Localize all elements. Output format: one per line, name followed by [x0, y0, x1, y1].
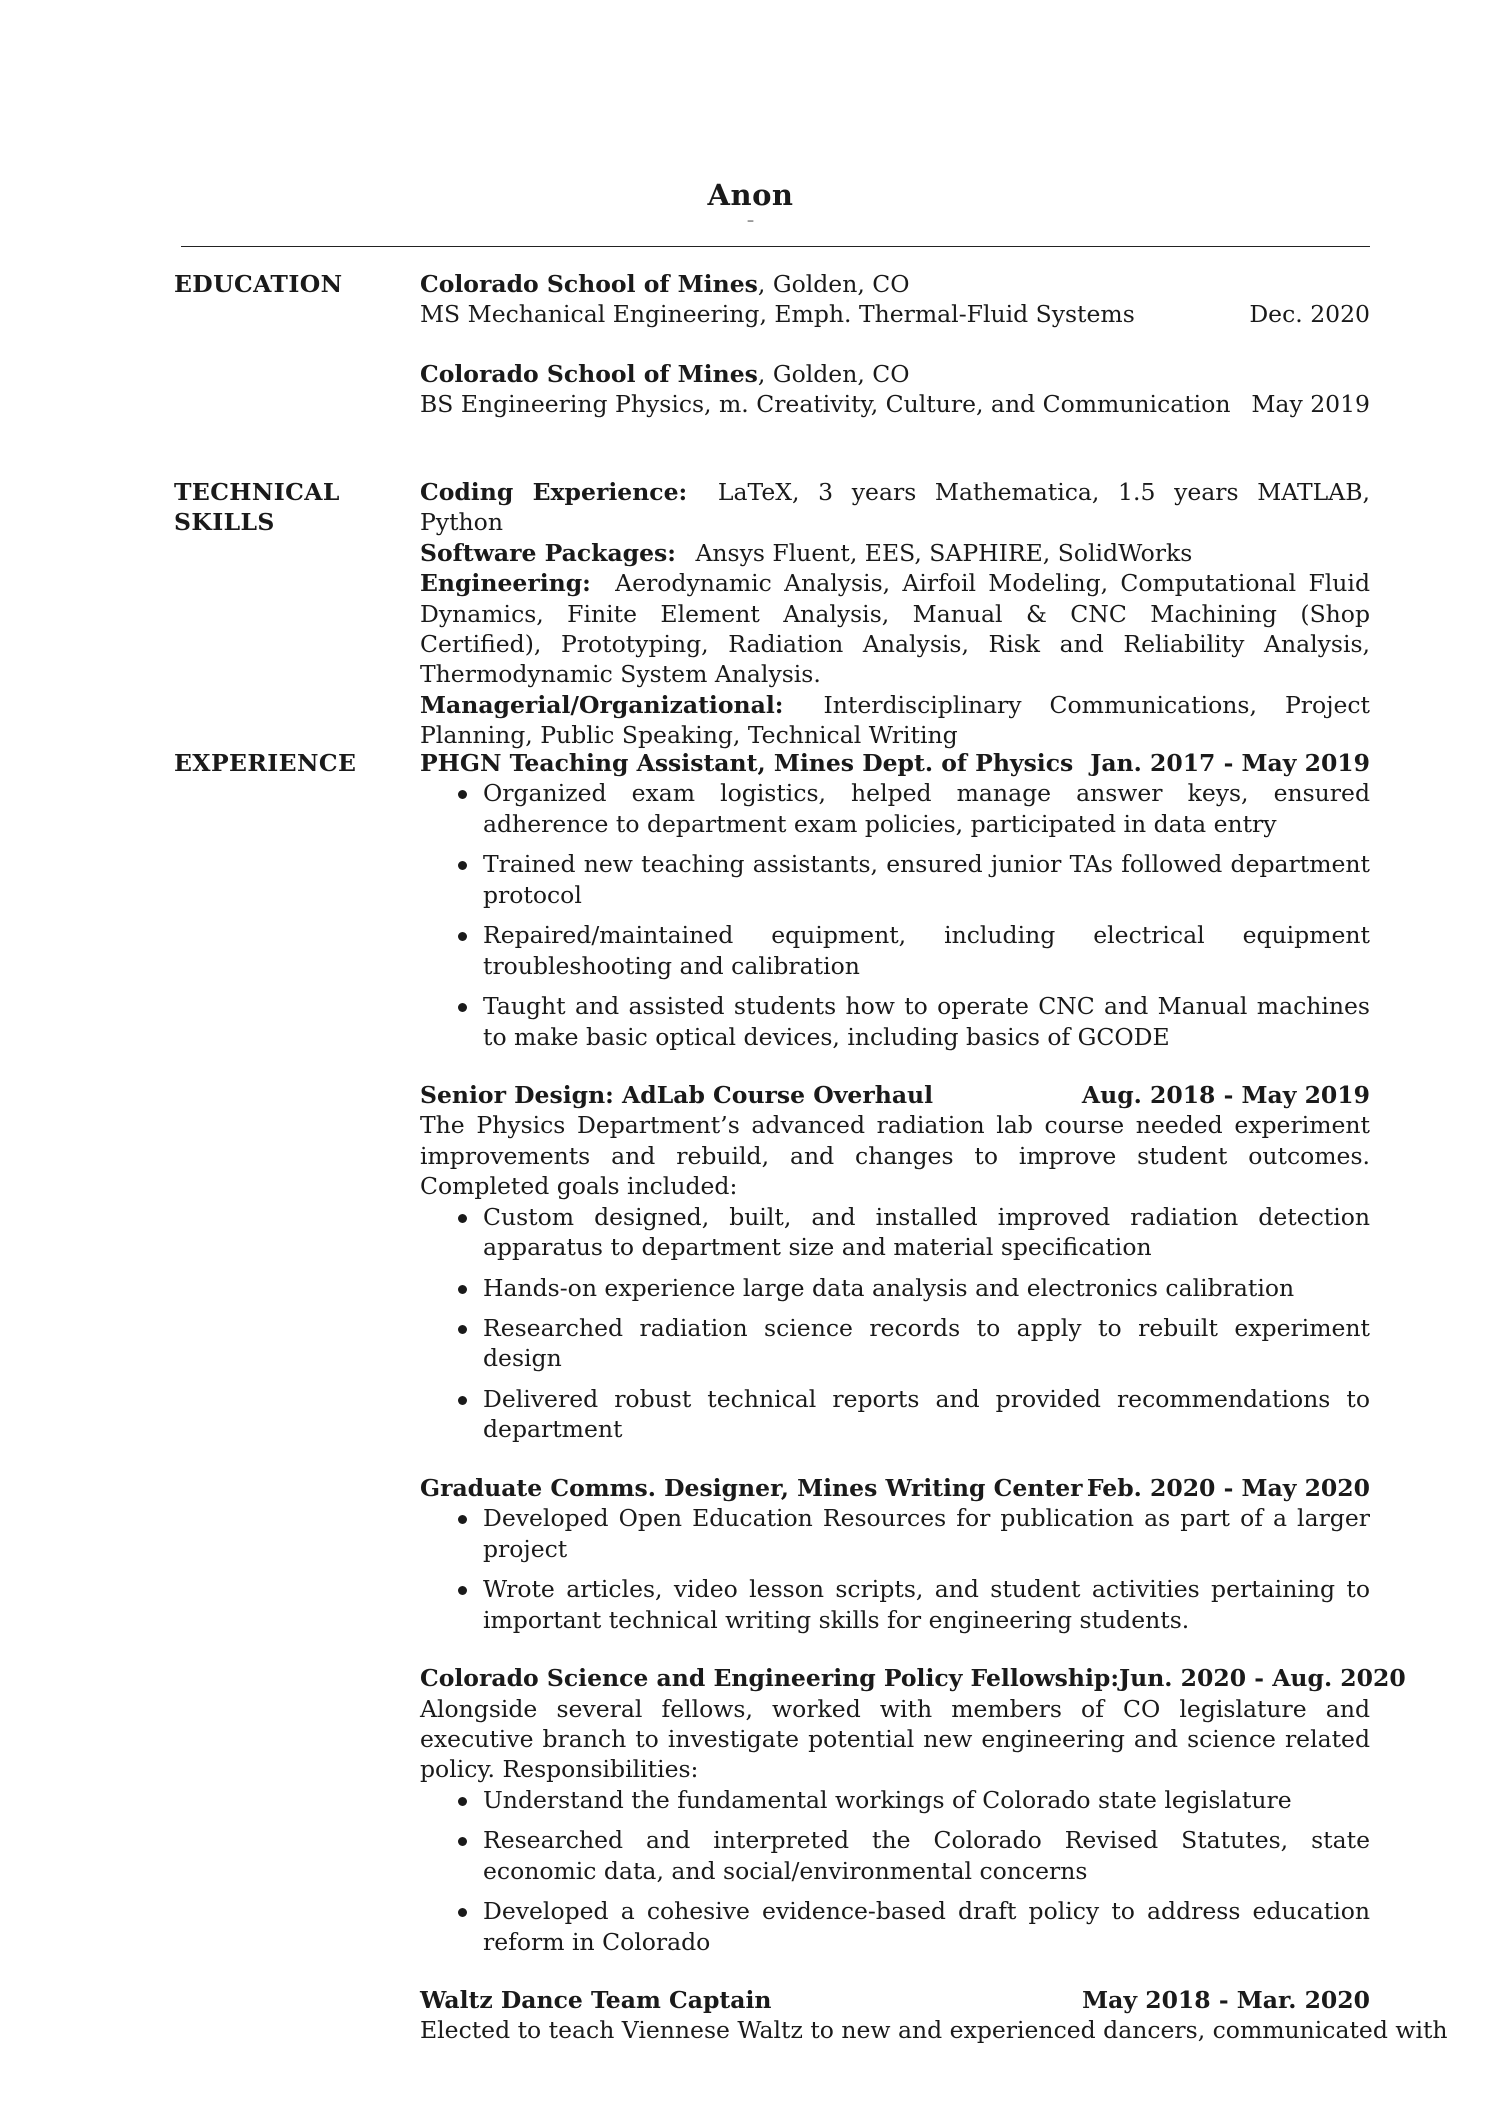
job-title: Graduate Comms. Designer, Mines Writing Center: [420, 1473, 1083, 1502]
job-date: Feb. 2020 - May 2020: [1086, 1473, 1370, 1502]
skill-label: Managerial/Organizational:: [420, 690, 784, 719]
bullet-text: Organized exam logistics, helped manage answer keys, ensured adherence to department exam policies, participated in data entry: [483, 779, 1370, 838]
list-item: [420, 1825, 1370, 1886]
list-item: [420, 1202, 1370, 1263]
skill-text: LaTeX, 3 years Mathematica, 1.5 years MATLAB, Python: [420, 478, 1370, 537]
experience-entry: [420, 1985, 1448, 2046]
skill-entry: [420, 568, 1370, 690]
list-item: [420, 1785, 1370, 1815]
bullet-text: Developed Open Education Resources for publication as part of a larger project: [483, 1504, 1370, 1563]
skill-entry: [420, 477, 1370, 538]
bullet-icon: [458, 1797, 467, 1806]
list-item: [420, 849, 1370, 910]
skill-text: Ansys Fluent, EES, SAPHIRE, SolidWorks: [695, 538, 1193, 567]
school-location: , Golden, CO: [757, 270, 910, 298]
bullet-icon: [458, 790, 467, 799]
bullet-list: [420, 1785, 1370, 1957]
job-date: May 2018 - Mar. 2020: [1082, 1986, 1370, 2015]
list-item: [420, 1503, 1370, 1564]
list-item: [420, 1896, 1370, 1957]
bullet-icon: [458, 932, 467, 941]
job-description: Elected to teach Viennese Waltz to new and experienced dancers, communicated with: [420, 2016, 1448, 2045]
degree: BS Engineering Physics, m. Creativity, Culture, and Communication: [420, 390, 1231, 419]
bullet-text: Trained new teaching assistants, ensured junior TAs followed department protocol: [483, 850, 1370, 909]
bullet-list: [420, 1202, 1370, 1445]
experience-entry: [420, 1473, 1370, 1635]
bullet-text: Repaired/maintained equipment, including electrical equipment troubleshooting and calibration: [483, 921, 1370, 980]
school-line: [420, 269, 910, 299]
section-heading-technical-skills: [174, 477, 394, 538]
bullet-text: Understand the fundamental workings of Colorado state legislature: [483, 1785, 1292, 1814]
section-heading-education: EDUCATION: [174, 270, 343, 298]
skill-label: Coding Experience:: [420, 478, 688, 506]
skills-block: [420, 477, 1370, 751]
degree: MS Mechanical Engineering, Emph. Thermal-Fluid Systems: [420, 300, 1135, 329]
section-heading-line: SKILLS: [174, 508, 275, 537]
school-name: Colorado School of Mines: [420, 270, 758, 298]
job-title: PHGN Teaching Assistant, Mines Dept. of Physics: [420, 749, 1074, 777]
job-description: Alongside several fellows, worked with members of CO legislature and executive branch to investigate potential new engineering and science related policy. Responsibilities:: [420, 1694, 1370, 1784]
bullet-icon: [458, 861, 467, 870]
candidate-name: Anon: [707, 178, 794, 212]
bullet-text: Custom designed, built, and installed improved radiation detection apparatus to department size and material specification: [483, 1202, 1370, 1262]
education-date: Dec. 2020: [1249, 300, 1370, 329]
list-item: [420, 920, 1370, 981]
bullet-text: Researched radiation science records to apply to rebuilt experiment design: [483, 1314, 1370, 1373]
education-date: May 2019: [1251, 390, 1370, 419]
list-item: [420, 991, 1370, 1052]
bullet-icon: [458, 1837, 467, 1846]
experience-entry: [420, 748, 1370, 1052]
school-line: [420, 359, 910, 389]
bullet-text: Delivered robust technical reports and provided recommendations to department: [483, 1384, 1370, 1444]
skill-label: Engineering:: [420, 569, 591, 598]
list-item: [420, 1574, 1370, 1635]
bullet-text: Taught and assisted students how to operate CNC and Manual machines to make basic optical devices, including basics of GCODE: [483, 992, 1370, 1051]
bullet-icon: [458, 1214, 467, 1223]
school-location: , Golden, CO: [757, 359, 910, 388]
list-item: [420, 778, 1370, 839]
job-date: Jun. 2020 - Aug. 2020: [1119, 1664, 1406, 1693]
education-entry: [420, 359, 1370, 420]
header-divider: [181, 246, 1370, 247]
skill-text: Aerodynamic Analysis, Airfoil Modeling, Computational Fluid Dynamics, Finite Element Analysis, Manual & CNC Machining (Shop Certified), Prototyping, Radiation Analysis, Risk and Reliability Analysis, Thermodynamic System Analysis.: [420, 569, 1370, 689]
bullet-icon: [458, 1285, 467, 1294]
bullet-icon: [458, 1325, 467, 1334]
section-heading-experience: EXPERIENCE: [174, 749, 357, 777]
experience-entry: [420, 1080, 1370, 1445]
job-date: Jan. 2017 - May 2019: [1090, 749, 1370, 777]
job-title: Senior Design: AdLab Course Overhaul: [420, 1081, 934, 1110]
bullet-icon: [458, 1908, 467, 1917]
bullet-text: Wrote articles, video lesson scripts, and student activities pertaining to important technical writing skills for engineering students.: [483, 1575, 1370, 1634]
job-description: The Physics Department’s advanced radiation lab course needed experiment improvements and rebuild, and changes to improve student outcomes. Completed goals included:: [420, 1111, 1370, 1201]
bullet-text: Hands-on experience large data analysis and electronics calibration: [483, 1273, 1295, 1302]
contact-line: –: [747, 213, 754, 229]
list-item: [420, 1313, 1370, 1374]
education-entry: [420, 269, 1370, 330]
bullet-list: [420, 1503, 1370, 1635]
bullet-icon: [458, 1396, 467, 1405]
bullet-text: Researched and interpreted the Colorado Revised Statutes, state economic data, and social/environmental concerns: [483, 1826, 1370, 1885]
bullet-icon: [458, 1003, 467, 1012]
skill-text: Interdisciplinary Communications, Project Planning, Public Speaking, Technical Writing: [420, 690, 1370, 750]
skill-entry: [420, 690, 1370, 751]
list-item: [420, 1273, 1370, 1303]
experience-entry: [420, 1663, 1406, 1957]
job-title: Colorado Science and Engineering Policy Fellowship:: [420, 1664, 1120, 1693]
skill-entry: [420, 538, 1370, 568]
school-name: Colorado School of Mines: [420, 359, 758, 388]
experience-block: [420, 748, 1448, 2046]
bullet-icon: [458, 1586, 467, 1595]
education-block: [420, 269, 1370, 420]
job-title: Waltz Dance Team Captain: [420, 1986, 772, 2015]
bullet-icon: [458, 1515, 467, 1524]
job-date: Aug. 2018 - May 2019: [1081, 1081, 1370, 1110]
list-item: [420, 1384, 1370, 1445]
skill-label: Software Packages:: [420, 538, 676, 567]
bullet-list: [420, 778, 1370, 1052]
bullet-text: Developed a cohesive evidence-based draft policy to address education reform in Colorado: [483, 1897, 1370, 1956]
section-heading-line: TECHNICAL: [174, 478, 340, 506]
